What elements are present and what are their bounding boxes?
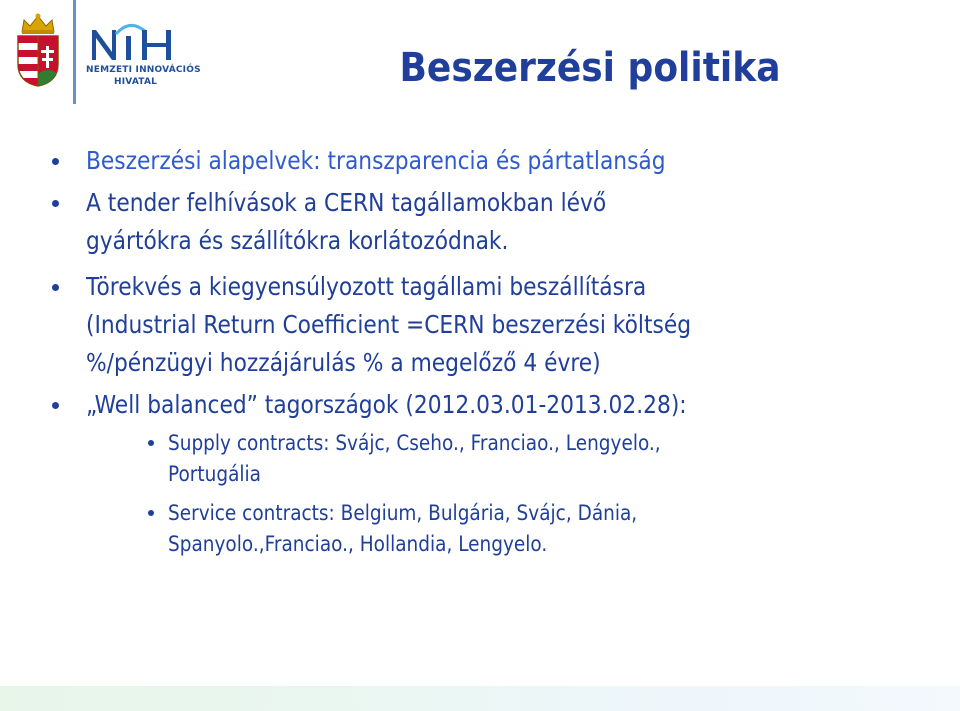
bullet-item (48, 268, 928, 382)
sub-bullet-item (48, 498, 928, 560)
bullet-text: Beszerzési alapelvek: transzparencia és pártatlanság (86, 146, 666, 175)
footer-band (0, 686, 960, 711)
nih-logo-icon (86, 20, 196, 64)
logo-divider (73, 0, 76, 104)
hungarian-coat-of-arms-icon (14, 12, 62, 88)
bullet-item (48, 184, 928, 260)
nih-org-name (86, 64, 206, 88)
sub-bullet-text-line: Spanyolo.,Franciao., Hollandia, Lengyelo. (168, 532, 548, 556)
bullet-item (48, 142, 928, 180)
bullet-text-line: A tender felhívások a CERN tagállamokban lévő (86, 188, 607, 217)
bullet-text-line: (Industrial Return Coefficient =CERN beszerzési költség (86, 310, 692, 339)
sub-bullet-text-line: Service contracts: Belgium, Bulgária, Svájc, Dánia, (168, 501, 638, 525)
sub-bullet-text-line: Portugália (168, 462, 262, 486)
slide-content (48, 142, 928, 560)
nih-org-name-line1: NEMZETI INNOVÁCIÓS (86, 65, 201, 75)
bullet-text: „Well balanced” tagországok (2012.03.01-2013.02.28): (86, 390, 687, 419)
sub-bullet-text-line: Supply contracts: Svájc, Cseho., Franciao., Lengyelo., (168, 431, 661, 455)
bullet-item (48, 386, 928, 424)
slide-title: Beszerzési politika (399, 45, 781, 91)
bullet-text-line: Törekvés a kiegyensúlyozott tagállami beszállításra (86, 272, 647, 301)
nih-org-name-line2: HIVATAL (114, 77, 158, 87)
sub-bullet-item (48, 428, 928, 490)
bullet-text-line: gyártókra és szállítókra korlátozódnak. (86, 226, 509, 255)
bullet-text-line: %/pénzügyi hozzájárulás % a megelőző 4 évre) (86, 348, 601, 377)
